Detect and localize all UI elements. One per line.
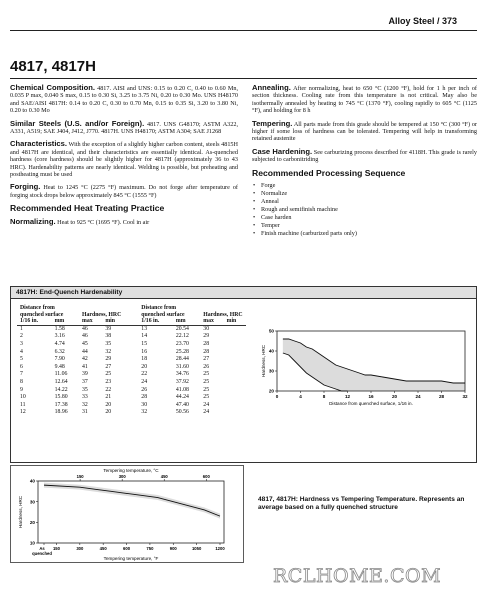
- table-cell: 29: [105, 356, 112, 363]
- table-row: [17, 341, 246, 349]
- sequence-item: • Finish machine (carburized parts only): [252, 230, 477, 238]
- table-cell: 29: [203, 333, 210, 340]
- table-cell: 25: [203, 371, 210, 378]
- similar-steels-heading: Similar Steels (U.S. and/or Foreign).: [10, 118, 145, 128]
- sub-mm: mm: [173, 318, 200, 325]
- table-cell: 16: [141, 348, 148, 355]
- case-hardening-text: See carburizing process described for 4118H. This grade is rarely subjected to carbonitriding: [252, 148, 477, 164]
- sub-mm: mm: [52, 318, 79, 325]
- table-cell: [224, 402, 246, 410]
- table-cell: [224, 356, 246, 364]
- normalizing-text: Heat to 925 °C (1695 °F). Cool in air: [55, 218, 150, 226]
- page-header: Alloy Steel / 373: [388, 16, 457, 26]
- table-cell: 35: [82, 386, 88, 393]
- annealing: [252, 84, 477, 115]
- table-cell: 25: [203, 386, 210, 393]
- y-tick-label: 40: [268, 348, 274, 354]
- sub-max: max: [79, 318, 102, 325]
- x-tick-label: 24: [415, 394, 421, 399]
- table-cell: 27: [203, 356, 210, 363]
- table-cell: 45: [82, 340, 88, 347]
- table-cell: 20: [105, 409, 112, 416]
- heat-treating-heading: Recommended Heat Treating Practice: [10, 203, 165, 214]
- table-cell: 15.80: [54, 394, 68, 401]
- x-tick-label: 4: [299, 394, 302, 399]
- table-cell: 4: [20, 348, 23, 355]
- y-tick-label: 50: [268, 328, 274, 334]
- x2-tick-label: 300: [118, 474, 126, 479]
- table-cell: 22: [141, 371, 148, 378]
- table-cell: 27: [105, 363, 112, 370]
- end-quench-title: 4817H: End-Quench Hardenability: [11, 287, 476, 299]
- x2-axis-label: Tempering temperature, °C: [103, 468, 159, 473]
- sub-min: min: [102, 318, 124, 325]
- plot-frame: [38, 481, 224, 543]
- table-cell: 32: [141, 409, 148, 416]
- table-cell: 3: [20, 340, 23, 347]
- col-hardness-header: Hardness, HRC: [82, 311, 122, 318]
- sub-sixteenth: 1/16 in.: [17, 318, 52, 325]
- table-cell: 11: [20, 401, 26, 408]
- table-cell: 26: [203, 363, 210, 370]
- table-cell: 25: [203, 394, 210, 401]
- sequence-item: • Anneal: [252, 198, 477, 206]
- table-row: [17, 325, 246, 333]
- table-cell: 24: [203, 409, 210, 416]
- table-cell: 38: [105, 333, 112, 340]
- table-cell: 37: [82, 378, 88, 385]
- table-cell: 30: [203, 325, 210, 332]
- x2-tick-label: 600: [202, 474, 210, 479]
- table-cell: 6.32: [54, 348, 65, 355]
- table-row: [17, 349, 246, 357]
- table-cell: 13: [141, 325, 148, 332]
- table-cell: 32: [82, 401, 88, 408]
- table-cell: 15: [141, 340, 148, 347]
- sequence-item: • Case harden: [252, 214, 477, 222]
- table-cell: 21: [105, 394, 112, 401]
- table-row: [17, 409, 246, 417]
- table-cell: [224, 364, 246, 372]
- tempering-heading: Tempering.: [252, 118, 293, 128]
- table-cell: [224, 333, 246, 341]
- end-quench-rows: [17, 325, 246, 417]
- x-tick-label: As: [39, 546, 45, 551]
- table-cell: 7.90: [54, 356, 65, 363]
- hardness-line: [44, 485, 220, 516]
- watermark: RCLHOME.COM: [273, 565, 442, 587]
- table-cell: 50.56: [175, 409, 189, 416]
- table-row: [17, 379, 246, 387]
- sub-sixteenth: 1/16 in.: [138, 318, 173, 325]
- y-tick-label: 20: [29, 519, 35, 525]
- normalizing: [10, 218, 238, 226]
- table-cell: 33: [82, 394, 88, 401]
- table-cell: 11.06: [54, 371, 68, 378]
- table-cell: 6: [20, 363, 23, 370]
- table-cell: 37.92: [175, 378, 189, 385]
- table-row: [17, 364, 246, 372]
- x-tick-label: 1050: [191, 546, 202, 551]
- table-cell: 24: [141, 378, 148, 385]
- y-tick-label: 40: [29, 478, 35, 484]
- page-title: 4817, 4817H: [10, 58, 96, 75]
- table-cell: [224, 341, 246, 349]
- sequence-item: • Forge: [252, 182, 477, 190]
- table-cell: [224, 349, 246, 357]
- table-cell: 23: [105, 378, 112, 385]
- table-row: [17, 394, 246, 402]
- table-cell: 20.54: [175, 325, 189, 332]
- chemical-composition-heading: Chemical Composition.: [10, 83, 95, 92]
- table-cell: 23.70: [175, 340, 189, 347]
- table-cell: 42: [82, 356, 88, 363]
- table-cell: 44.24: [175, 394, 189, 401]
- table-cell: 28: [203, 340, 210, 347]
- processing-sequence-heading: Recommended Processing Sequence: [252, 167, 406, 178]
- sub-min: min: [224, 318, 246, 325]
- table-cell: 28: [141, 394, 148, 401]
- table-cell: 28.44: [175, 356, 189, 363]
- x-tick-label: 0: [275, 394, 279, 399]
- table-cell: 46: [82, 325, 88, 332]
- table-cell: 31.60: [175, 363, 189, 370]
- y-tick-label: 30: [29, 499, 35, 505]
- table-cell: 2: [20, 333, 23, 340]
- table-cell: 44: [82, 348, 88, 355]
- table-cell: 3.16: [54, 333, 65, 340]
- tempering-text: All parts made from this grade should be tempered at 150 °C (300 °F) or higher if some loss of hardness can be tolerated. Tempering will help in transforming retained austenite: [252, 120, 477, 143]
- tempering-chart: [10, 465, 244, 563]
- table-row: [17, 402, 246, 410]
- y-axis-label: Hardness, HRC: [18, 495, 23, 529]
- table-cell: [224, 394, 246, 402]
- table-cell: 39: [82, 371, 88, 378]
- hardenability-band: [283, 339, 465, 391]
- normalizing-heading: Normalizing.: [10, 216, 56, 226]
- table-cell: 1: [20, 325, 23, 332]
- table-cell: 47.40: [175, 401, 189, 408]
- title-rule: [10, 78, 477, 79]
- x-tick-label: quenched: [32, 551, 52, 556]
- table-cell: [224, 387, 246, 395]
- sequence-item: • Normalize: [252, 190, 477, 198]
- table-cell: 41.08: [175, 386, 189, 393]
- characteristics-text: With the exception of a slightly higher carbon content, steels 4815H and 4817H are identical, and their characteristics are essentially identical. As-quenched hardness (core hardness) should be slightly higher for 4817H (approximately 36 to 43 HRC). Hardenability patterns are nearly identical. Welding is possible, but preheating and postheating must be used: [10, 141, 238, 179]
- table-cell: 14.22: [54, 386, 68, 393]
- table-cell: 22: [105, 386, 112, 393]
- table-cell: 9.48: [54, 363, 65, 370]
- table-cell: 25.28: [175, 348, 189, 355]
- table-cell: 18.96: [54, 409, 68, 416]
- table-cell: 10: [20, 394, 26, 401]
- x-tick-label: 750: [146, 546, 154, 551]
- table-row: [17, 387, 246, 395]
- processing-sequence-list: [252, 182, 477, 238]
- end-quench-panel: [10, 286, 477, 463]
- table-cell: [224, 409, 246, 417]
- hardness-band: [44, 483, 220, 519]
- x2-tick-label: 150: [76, 474, 84, 479]
- chemical-composition: [10, 84, 238, 115]
- x-tick-label: 900: [169, 546, 177, 551]
- case-hardening: [252, 148, 477, 164]
- x-tick-label: 12: [344, 394, 351, 399]
- case-hardening-heading: Case Hardening.: [252, 146, 313, 156]
- similar-steels-text: 4817. UNS G48170; ASTM A322, A331, A519; SAE J404, J412, J770. 4817H. UNS H48170; ASTM A304; SAE J1268: [10, 120, 239, 136]
- forging-heading: Forging.: [10, 182, 41, 192]
- x-tick-label: 28: [438, 394, 445, 399]
- table-row: [17, 371, 246, 379]
- y-axis-label: Hardness, HRC: [261, 344, 266, 378]
- x-tick-label: 32: [462, 394, 468, 399]
- x-axis-label: Tempering temperature, °F: [103, 556, 159, 561]
- sub-max: max: [200, 318, 223, 325]
- x-tick-label: 600: [123, 546, 131, 551]
- table-cell: 30: [141, 401, 148, 408]
- table-row: [17, 356, 246, 364]
- y-tick-label: 20: [268, 388, 274, 394]
- chemical-composition-text: 4817. AISI and UNS: 0.15 to 0.20 C, 0.40 to 0.60 Mn, 0.035 P max, 0.040 S max, 0.15 to 0.30 Si, 3.25 to 3.75 Ni, 0.20 to 0.30 Mo. UNS H48170 and SAE/AISI 4817H: 0.14 to 0.20 C, 0.30 to 0.70 Mn, 0.15 to 0.35 Si, 3.20 to 3.80 Ni, 0.20 to 0.30 Mo: [10, 85, 238, 115]
- x-tick-label: 450: [99, 546, 107, 551]
- sequence-item: • Rough and semifinish machine: [252, 206, 477, 214]
- characteristics-heading: Characteristics.: [10, 139, 67, 149]
- y-tick-label: 10: [29, 540, 35, 546]
- tempering: [252, 120, 477, 143]
- table-cell: 39: [105, 325, 112, 332]
- table-cell: 12.64: [54, 378, 68, 385]
- table-cell: 28: [203, 348, 210, 355]
- table-cell: [224, 371, 246, 379]
- annealing-text: After normalizing, heat to 650 °C (1200 °F), hold for 1 h per inch of section thickness. Cooling rate from this temperature is not critical. May also be isothermally annealed by heating to 745 °C (1370 °F), cooling rapidly to 605 °C (1125 °F), and holding for 8 h: [252, 85, 477, 115]
- table-cell: 31: [82, 409, 88, 416]
- col-distance-header: Distance from quenched surface: [20, 305, 64, 318]
- x-tick-label: 1200: [215, 546, 225, 551]
- x-tick-label: 20: [391, 394, 398, 399]
- table-cell: 8: [20, 378, 23, 385]
- table-cell: 20: [141, 363, 148, 370]
- sequence-item: • Temper: [252, 222, 477, 230]
- forging: [10, 183, 238, 199]
- table-cell: 25: [105, 371, 112, 378]
- table-cell: 32: [105, 348, 112, 355]
- table-cell: 22.12: [175, 333, 189, 340]
- right-column: [252, 84, 477, 238]
- x2-tick-label: 450: [160, 474, 168, 479]
- table-cell: 9: [20, 386, 23, 393]
- end-quench-table: [17, 305, 246, 417]
- x-tick-label: 16: [368, 394, 374, 399]
- table-cell: [224, 325, 246, 333]
- table-cell: 17.38: [54, 401, 68, 408]
- x-tick-label: 300: [76, 546, 84, 551]
- table-row: [17, 333, 246, 341]
- header-rule: [10, 30, 477, 31]
- table-cell: 24: [203, 401, 210, 408]
- end-quench-chart: [259, 327, 475, 415]
- table-cell: 20: [105, 401, 112, 408]
- table-cell: 26: [141, 386, 148, 393]
- table-cell: 34.76: [175, 371, 189, 378]
- table-cell: 35: [105, 340, 112, 347]
- left-column: [10, 84, 238, 231]
- characteristics: [10, 140, 238, 178]
- table-cell: 18: [141, 356, 148, 363]
- table-cell: 25: [203, 378, 210, 385]
- table-cell: 12: [20, 409, 26, 416]
- col-distance-header: Distance from quenched surface: [141, 305, 185, 318]
- tempering-caption: 4817, 4817H: Hardness vs Tempering Temperature. Represents an average based on a fully quenched structure: [258, 496, 465, 512]
- y-tick-label: 30: [268, 368, 274, 374]
- table-cell: 1.58: [54, 325, 65, 332]
- similar-steels: [10, 120, 238, 136]
- forging-text: Heat to 1245 °C (2275 °F) maximum. Do not forge after temperature of forging stock drops below approximately 845 °C (1555 °F): [10, 184, 238, 199]
- annealing-heading: Annealing.: [252, 83, 291, 92]
- table-cell: 5: [20, 356, 23, 363]
- table-cell: 46: [82, 333, 88, 340]
- table-cell: 7: [20, 371, 23, 378]
- x-tick-label: 150: [52, 546, 60, 551]
- table-cell: 4.74: [54, 340, 65, 347]
- x-axis-label: Distance from quenched surface, 1/16 in.: [329, 401, 413, 406]
- table-cell: [224, 379, 246, 387]
- x-tick-label: 8: [322, 394, 326, 399]
- col-hardness-header: Hardness, HRC: [203, 311, 243, 318]
- table-cell: 41: [82, 363, 88, 370]
- table-cell: 14: [141, 333, 148, 340]
